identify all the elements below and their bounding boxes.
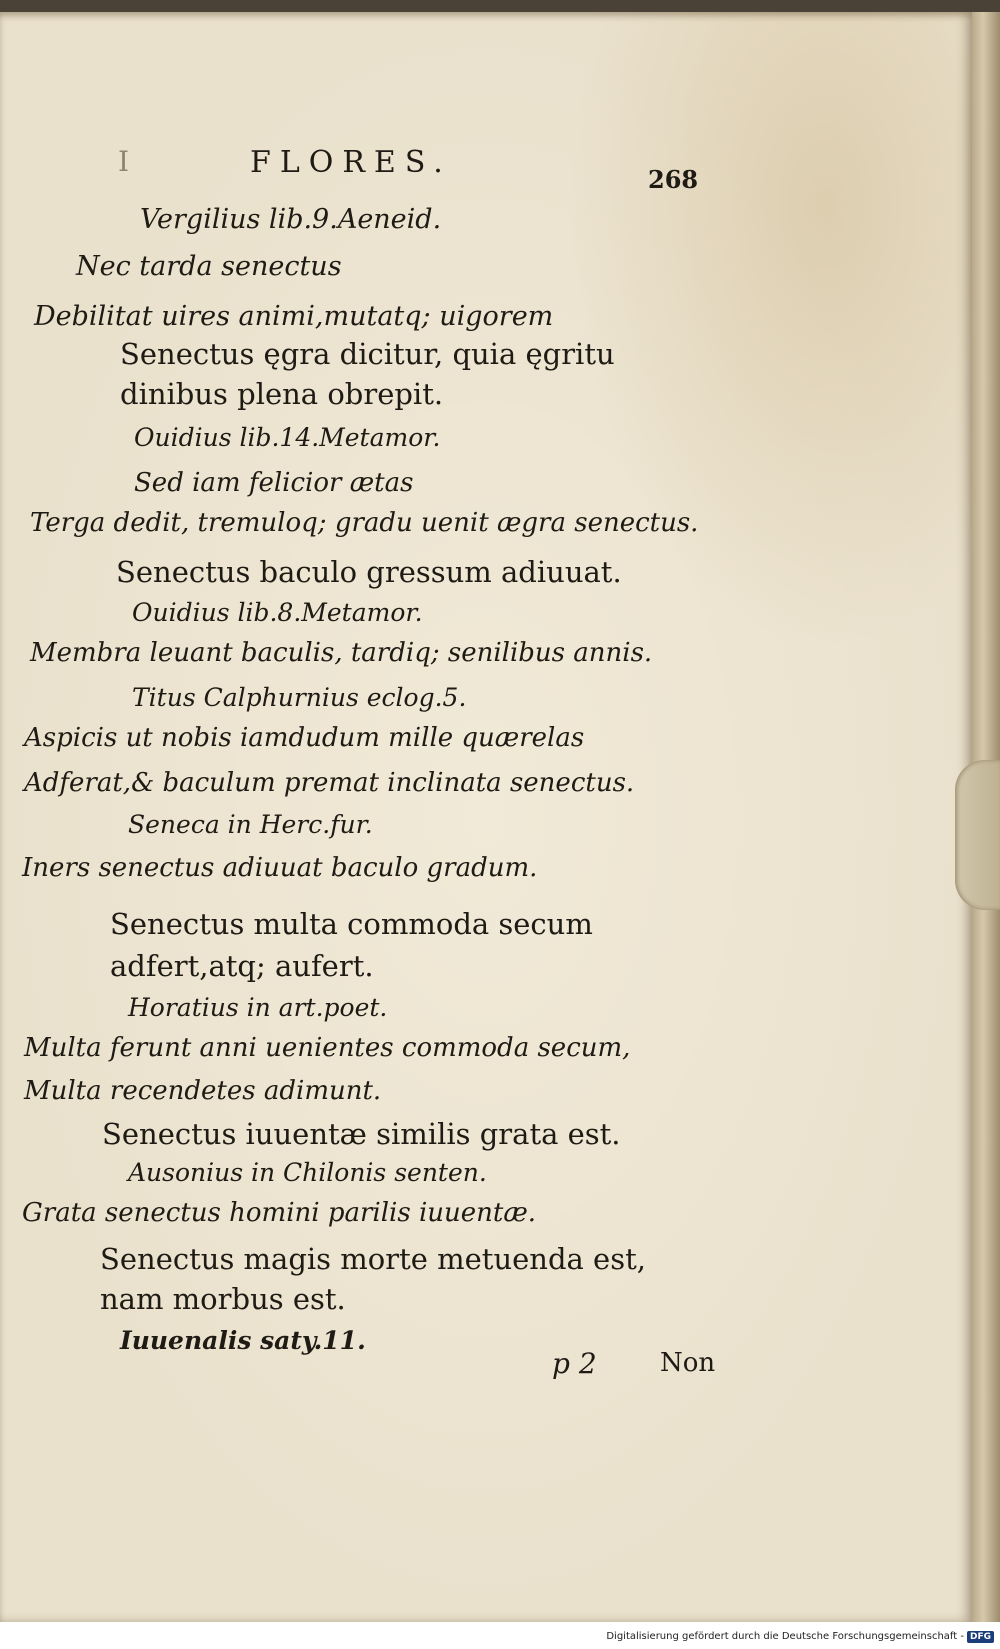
credit-text: Digitalisierung gefördert durch die Deutsche Forschungsgemeinschaft -: [606, 1631, 964, 1642]
text-line: Seneca in Herc.fur.: [128, 810, 373, 839]
text-line: Senectus magis morte metuenda est,: [100, 1242, 646, 1276]
text-line: nam morbus est.: [100, 1282, 346, 1316]
page-number: 268: [648, 165, 699, 194]
text-line: Nec tarda senectus: [76, 251, 342, 282]
text-line: Multa ferunt anni uenientes commoda secum,: [24, 1033, 631, 1063]
text-line: Senectus baculo gressum adiuuat.: [116, 555, 622, 589]
text-line: Vergilius lib.9.Aeneid.: [140, 204, 442, 235]
text-line: Ouidius lib.14.Metamor.: [134, 423, 441, 452]
signature-mark: p 2: [552, 1347, 597, 1380]
text-line: Membra leuant baculis, tardiq; senilibus annis.: [30, 638, 653, 668]
digitization-credit: [606, 1631, 994, 1643]
text-line: Multa recendetes adimunt.: [24, 1076, 382, 1106]
text-line: Senectus multa commoda secum: [110, 907, 593, 941]
text-line: Ausonius in Chilonis senten.: [128, 1158, 487, 1187]
text-line: Grata senectus homini parilis iuuentæ.: [22, 1198, 537, 1228]
clasp-tab: [955, 760, 1000, 910]
header-mark: I: [118, 145, 130, 178]
header-title: FLORES.: [250, 145, 452, 180]
text-line: Aspicis ut nobis iamdudum mille quærelas: [24, 723, 585, 753]
book-top-edge: [0, 0, 1000, 12]
text-line: Adferat,& baculum premat inclinata senectus.: [24, 768, 635, 798]
text-line: Titus Calphurnius eclog.5.: [132, 683, 467, 712]
text-line: Iners senectus adiuuat baculo gradum.: [22, 853, 538, 883]
text-line: dinibus plena obrepit.: [120, 377, 444, 411]
text-line: Ouidius lib.8.Metamor.: [132, 598, 423, 627]
text-line: Terga dedit, tremuloq; gradu uenit ægra senectus.: [30, 508, 699, 538]
text-line: Debilitat uires animi,mutatq; uigorem: [34, 301, 554, 332]
catchword: Non: [660, 1348, 716, 1378]
text-line: Sed iam felicior ætas: [134, 468, 414, 498]
text-line: Horatius in art.poet.: [128, 993, 388, 1022]
text-line: Iuuenalis saty.11.: [120, 1326, 366, 1355]
text-line: Senectus iuuentæ similis grata est.: [102, 1117, 621, 1151]
text-line: Senectus ęgra dicitur, quia ęgritu: [120, 337, 615, 371]
text-line: adfert,atq; aufert.: [110, 949, 374, 983]
dfg-logo: DFG: [967, 1631, 994, 1643]
